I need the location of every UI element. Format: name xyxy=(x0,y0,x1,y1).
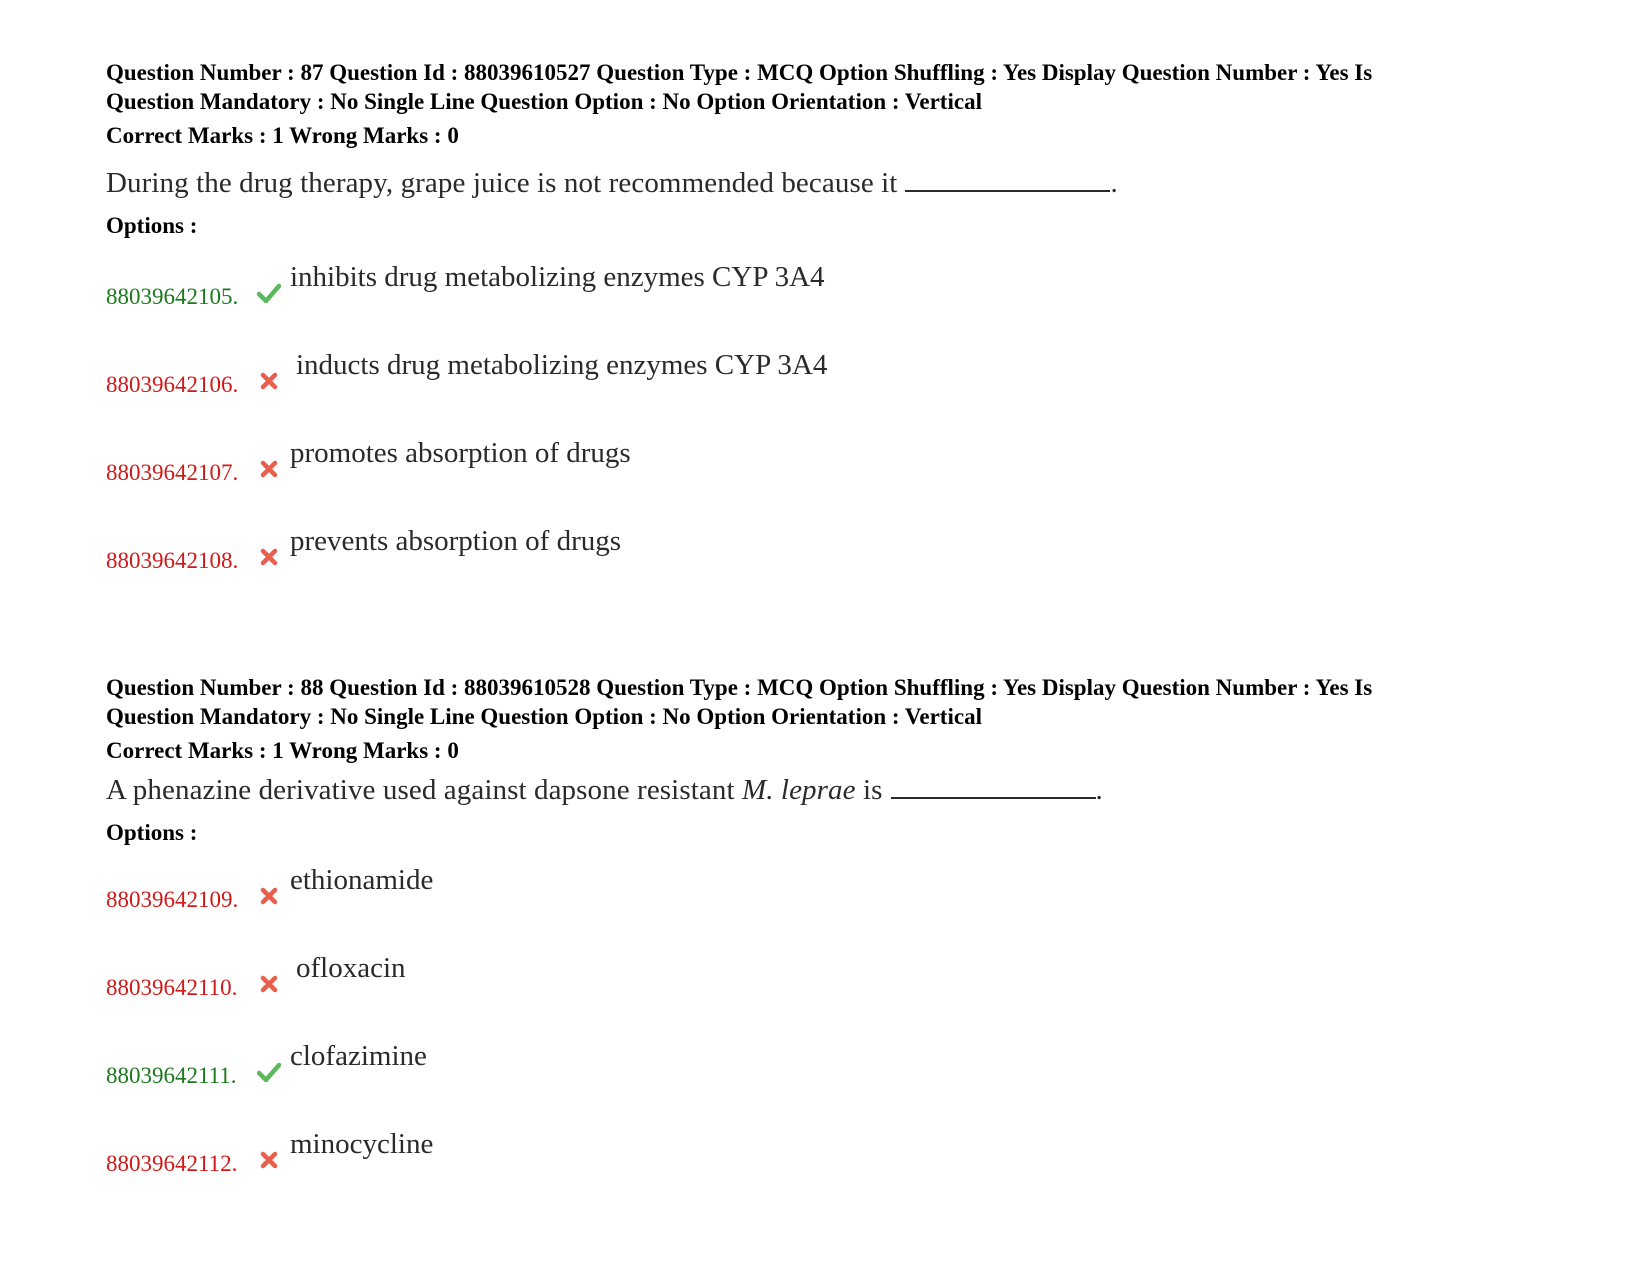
option-id: 88039642108. xyxy=(106,548,239,573)
stem-italic-term: M. leprae xyxy=(741,774,856,806)
option-item xyxy=(106,1113,1556,1201)
cross-icon xyxy=(256,456,282,482)
option-text: ethionamide xyxy=(290,864,434,896)
option-id: 88039642111. xyxy=(106,1063,237,1088)
question-meta-line-1: Question Number : 87 Question Id : 88039610527 Question Type : MCQ Option Shuffling : Yes Display Question Number : Yes Is xyxy=(106,60,1373,85)
answer-blank xyxy=(891,771,1096,799)
cross-icon xyxy=(256,883,282,909)
stem-end: . xyxy=(1110,167,1118,199)
option-text: prevents absorption of drugs xyxy=(290,525,622,557)
option-text: ofloxacin xyxy=(296,952,406,984)
stem-text-mid: is xyxy=(862,774,883,806)
stem-text: During the drug therapy, grape juice is not recommended because it xyxy=(106,167,898,199)
check-icon xyxy=(256,280,282,306)
option-text: inhibits drug metabolizing enzymes CYP 3A4 xyxy=(290,261,825,293)
option-id: 88039642107. xyxy=(106,460,239,485)
question-meta xyxy=(106,673,1556,731)
stem-end: . xyxy=(1095,774,1103,806)
question-meta xyxy=(106,58,1556,116)
options-list xyxy=(106,849,1556,1201)
option-item xyxy=(106,334,1556,422)
stem-text: A phenazine derivative used against dapsone resistant xyxy=(106,774,735,806)
question-stem xyxy=(106,164,1556,201)
option-text: inducts drug metabolizing enzymes CYP 3A4 xyxy=(296,349,828,381)
option-id: 88039642106. xyxy=(106,372,239,397)
cross-icon xyxy=(256,368,282,394)
question-87 xyxy=(106,58,1556,598)
question-meta-line-1: Question Number : 88 Question Id : 88039610528 Question Type : MCQ Option Shuffling : Yes Display Question Number : Yes Is xyxy=(106,675,1373,700)
option-item xyxy=(106,422,1556,510)
cross-icon xyxy=(256,971,282,997)
check-icon xyxy=(256,1059,282,1085)
options-list xyxy=(106,246,1556,598)
option-item xyxy=(106,937,1556,1025)
option-item xyxy=(106,246,1556,334)
option-text: clofazimine xyxy=(290,1040,427,1072)
question-marks: Correct Marks : 1 Wrong Marks : 0 xyxy=(106,123,459,148)
question-marks: Correct Marks : 1 Wrong Marks : 0 xyxy=(106,738,459,763)
cross-icon xyxy=(256,1147,282,1173)
options-label: Options : xyxy=(106,213,198,238)
option-text: minocycline xyxy=(290,1128,434,1160)
option-id: 88039642110. xyxy=(106,975,238,1000)
options-label: Options : xyxy=(106,820,198,845)
cross-icon xyxy=(256,544,282,570)
option-item xyxy=(106,510,1556,598)
option-item xyxy=(106,849,1556,937)
option-id: 88039642105. xyxy=(106,284,239,309)
option-text: promotes absorption of drugs xyxy=(290,437,631,469)
question-meta-line-2: Question Mandatory : No Single Line Question Option : No Option Orientation : Vertical xyxy=(106,704,982,729)
option-id: 88039642109. xyxy=(106,887,239,912)
question-meta-line-2: Question Mandatory : No Single Line Question Option : No Option Orientation : Vertical xyxy=(106,89,982,114)
answer-blank xyxy=(905,164,1110,192)
question-stem xyxy=(106,771,1556,808)
question-88 xyxy=(106,673,1556,1201)
option-item xyxy=(106,1025,1556,1113)
option-id: 88039642112. xyxy=(106,1151,238,1176)
